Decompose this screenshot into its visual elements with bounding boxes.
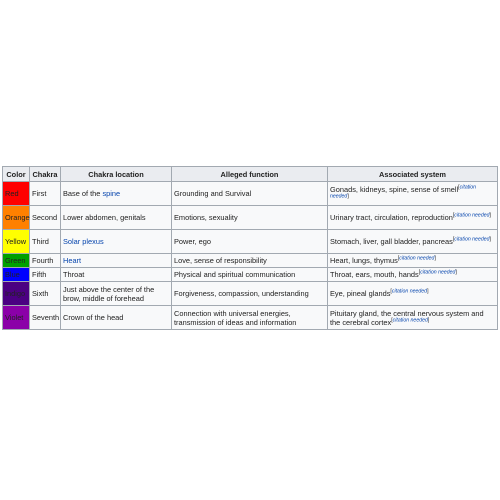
color-name: Yellow <box>5 237 27 246</box>
citation-bracket: ] <box>347 193 349 200</box>
color-name: Green <box>5 256 26 265</box>
citation-needed-link[interactable]: citation needed <box>330 184 477 200</box>
citation-bracket: [ <box>397 255 400 262</box>
citation-bracket: [ <box>391 317 393 324</box>
function-cell: Connection with universal energies, transmission of ideas and information <box>172 306 328 330</box>
system-cell <box>328 268 498 282</box>
system-cell <box>328 282 498 306</box>
chakra-cell: Third <box>30 230 61 254</box>
system-text: Pituitary gland, the central nervous system and the cerebral cortex <box>330 308 484 327</box>
location-text: Crown of the head <box>63 313 124 322</box>
citation-needed-link[interactable]: citation needed <box>391 288 428 295</box>
chakra-cell: Second <box>30 206 61 230</box>
table-row <box>3 268 498 282</box>
citation-needed-link[interactable]: citation needed <box>454 236 490 243</box>
citation-needed-link[interactable]: citation needed <box>399 255 435 262</box>
chakra-cell: Seventh <box>30 306 61 330</box>
table-row <box>3 282 498 306</box>
system-text: Urinary tract, circulation, reproduction <box>330 213 453 222</box>
system-cell <box>328 254 498 268</box>
citation-bracket: [ <box>418 269 421 276</box>
function-cell: Grounding and Survival <box>172 182 328 206</box>
location-text: Just above the center of the brow, middle of forehead <box>63 284 155 303</box>
citation-needed <box>453 237 491 243</box>
citation-bracket: [ <box>458 184 460 191</box>
citation-needed <box>398 256 436 262</box>
color-name: Orange <box>5 213 30 222</box>
location-cell <box>61 306 172 330</box>
table-row <box>3 254 498 268</box>
location-cell <box>61 230 172 254</box>
function-cell: Emotions, sexuality <box>172 206 328 230</box>
function-cell: Physical and spiritual communication <box>172 268 328 282</box>
location-cell <box>61 254 172 268</box>
color-swatch-cell <box>3 268 30 282</box>
system-cell <box>328 182 498 206</box>
color-swatch-cell <box>3 230 30 254</box>
chakra-cell: Fourth <box>30 254 61 268</box>
location-text: Throat <box>63 270 85 279</box>
system-text: Heart, lungs, thymus <box>330 256 398 265</box>
color-name: Blue <box>5 270 20 279</box>
color-swatch-cell <box>3 306 30 330</box>
table-row <box>3 206 498 230</box>
color-swatch-cell <box>3 206 30 230</box>
citation-needed-link[interactable]: citation needed <box>454 212 490 219</box>
chakra-table <box>2 166 498 330</box>
system-text: Eye, pineal glands <box>330 289 391 298</box>
citation-bracket: ] <box>455 269 457 276</box>
location-cell <box>61 268 172 282</box>
table-row <box>3 182 498 206</box>
system-cell <box>328 306 498 330</box>
function-cell: Forgiveness, compassion, understanding <box>172 282 328 306</box>
system-cell <box>328 206 498 230</box>
citation-bracket: ] <box>489 212 491 219</box>
color-swatch-cell <box>3 182 30 206</box>
citation-bracket: ] <box>427 317 430 324</box>
chakra-table-container <box>2 166 497 330</box>
location-cell <box>61 182 172 206</box>
location-cell <box>61 206 172 230</box>
chakra-cell: Fifth <box>30 268 61 282</box>
color-name: Indigo <box>5 289 26 298</box>
color-swatch-cell <box>3 282 30 306</box>
citation-bracket: [ <box>452 236 455 243</box>
color-name: Red <box>5 189 19 198</box>
citation-bracket: [ <box>390 288 392 295</box>
location-text: Base of the <box>63 189 103 198</box>
citation-bracket: ] <box>434 255 436 262</box>
location-cell <box>61 282 172 306</box>
citation-needed-link[interactable]: citation needed <box>420 269 456 276</box>
color-swatch-cell <box>3 254 30 268</box>
header-alleged-function: Alleged function <box>172 167 328 182</box>
color-name: Violet <box>5 313 24 322</box>
system-text: Stomach, liver, gall bladder, pancreas <box>330 237 453 246</box>
system-cell <box>328 230 498 254</box>
table-row <box>3 230 498 254</box>
location-link[interactable]: Heart <box>63 256 82 265</box>
header-chakra: Chakra <box>30 167 61 182</box>
chakra-cell: First <box>30 182 61 206</box>
location-link[interactable]: Solar plexus <box>63 237 104 246</box>
chakra-cell: Sixth <box>30 282 61 306</box>
citation-bracket: ] <box>489 236 491 243</box>
location-text: Lower abdomen, genitals <box>63 213 146 222</box>
header-color: Color <box>3 167 30 182</box>
function-cell: Power, ego <box>172 230 328 254</box>
citation-needed <box>453 213 491 219</box>
header-associated-system: Associated system <box>328 167 498 182</box>
location-link[interactable]: spine <box>102 189 121 198</box>
citation-needed <box>419 270 457 276</box>
citation-bracket: [ <box>452 212 455 219</box>
citation-needed <box>390 289 428 295</box>
citation-needed-link[interactable]: citation needed <box>392 317 428 324</box>
citation-bracket: ] <box>427 288 429 295</box>
table-row <box>3 306 498 330</box>
header-chakra-location: Chakra location <box>61 167 172 182</box>
function-cell: Love, sense of responsibility <box>172 254 328 268</box>
system-text: Throat, ears, mouth, hands <box>330 270 419 279</box>
table-header-row <box>3 167 498 182</box>
citation-needed <box>391 317 429 323</box>
system-text: Gonads, kidneys, spine, sense of smell <box>330 184 459 194</box>
